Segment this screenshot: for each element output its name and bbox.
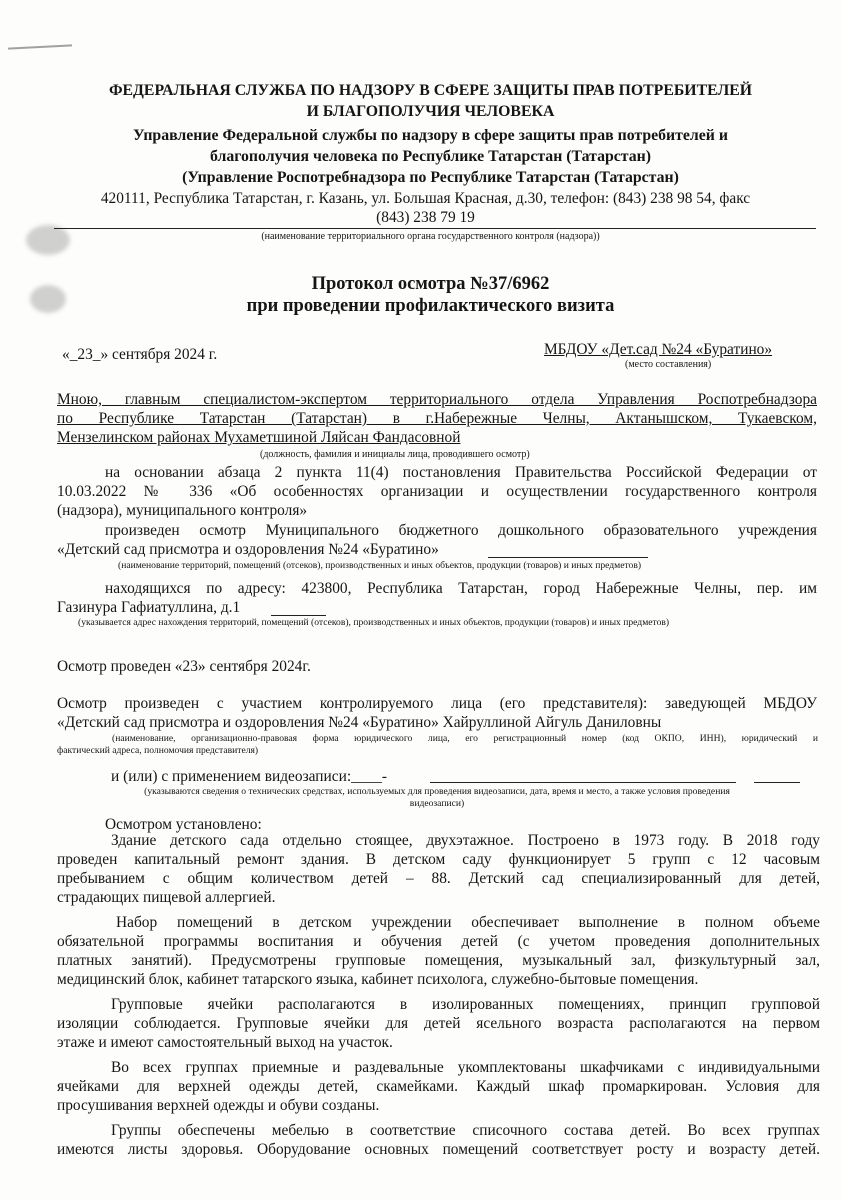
findings-paragraph-3-line: этаже и имеют самостоятельный выход на участок. — [57, 1034, 393, 1051]
findings-paragraph-1-line: пребыванием с общим количеством детей – 88. Детский сад специализированный для детей, — [57, 870, 820, 887]
findings-paragraph-1-line: проведен капитальный ремонт здания. В детском саду функционирует 5 групп с 12 часовым — [57, 851, 820, 868]
address-line2: Газинура Гафиатуллина, д.1 — [57, 599, 241, 616]
inspector-line3: Мензелинском районах Мухаметшиной Ляйсан Фандасовной — [57, 429, 461, 446]
office-address-line2: (843) 238 79 19 — [376, 209, 475, 226]
findings-paragraph-2-line: платных занятий). Предусмотрены групповые помещения, музыкальный зал, физкультурный зал, — [57, 952, 820, 969]
participants-caption-line1: (наименование, организационно-правовая форма юридического лица, его регистрационный номер (код ОКПО, ИНН), юридический и — [112, 733, 818, 744]
video-recording-line: и (или) с применением видеозаписи:____- — [111, 768, 388, 785]
participants-line2: «Детский сад присмотра и оздоровления №24 «Буратино» Хайруллиной Айгуль Даниловны — [57, 714, 662, 731]
protocol-title: Протокол осмотра №37/6962 — [311, 274, 550, 294]
video-fill-line-end — [754, 782, 800, 783]
participants-caption-line2: фактический адреса, полномочия представителя) — [57, 745, 259, 756]
agency-name-line2: И БЛАГОПОЛУЧИЯ ЧЕЛОВЕКА — [306, 103, 555, 120]
findings-paragraph-2-line: Набор помещений в детском учреждении обеспечивает выполнение в полном объеме — [116, 914, 820, 931]
video-caption-line1: (указываются сведения о технических средствах, используемых для проведения видеозаписи, дата, время и место, а также условия проведения — [144, 786, 730, 797]
office-address-line1: 420111, Республика Татарстан, г. Казань, ул. Большая Красная, д.30, телефон: (843) 238 98 54, факс — [100, 190, 751, 207]
video-fill-line — [430, 782, 736, 783]
inspected-object-line2: «Детский сад присмотра и оздоровления №24 «Буратино» — [57, 541, 439, 558]
findings-paragraph-3-line: изоляции соблюдается. Групповые ячейки для детей ясельного возраста располагаются на первом — [57, 1015, 820, 1032]
findings-paragraph-2-line: медицинский блок, кабинет татарского языка, кабинет психолога, служебно-бытовые помещения. — [57, 971, 699, 988]
header-caption: (наименование территориального органа государственного контроля (надзора)) — [261, 231, 600, 242]
legal-basis-line3: (надзора), муниципального контроля» — [57, 502, 308, 519]
findings-paragraph-4-line: Во всех группах приемные и раздевальные укомплектованы шкафчиками с индивидуальными — [111, 1059, 820, 1076]
inspector-line2: по Республике Татарстан (Татарстан) в г.Набережные Челны, Актанышском, Тукаевском, — [57, 410, 817, 427]
findings-paragraph-2-line: обязательной программы воспитания и обучения детей (с учетом проведения дополнительных — [57, 933, 820, 950]
agency-name-line1: ФЕДЕРАЛЬНАЯ СЛУЖБА ПО НАДЗОРУ В СФЕРЕ ЗАЩИТЫ ПРАВ ПОТРЕБИТЕЛЕЙ — [108, 82, 753, 99]
findings-paragraph-3-line: Групповые ячейки располагаются в изолированных помещениях, принцип групповой — [111, 996, 820, 1013]
inspected-object-fill-line — [488, 557, 648, 558]
office-name-line1: Управление Федеральной службы по надзору в сфере защиты прав потребителей и — [133, 127, 728, 144]
findings-paragraph-5-line: имеются листы здоровья. Оборудование основных помещений соответствует росту и возрасту детей. — [57, 1141, 820, 1158]
address-caption: (указывается адрес нахождения территорий, помещений (отсеков), производственных и иных объектов, продукции (товаров) и иных предметов) — [78, 617, 670, 628]
inspected-object-line1: произведен осмотр Муниципального бюджетного дошкольного образовательного учреждения — [105, 522, 817, 539]
findings-paragraph-1-line: страдающих пищевой аллергией. — [57, 889, 276, 906]
scan-mark — [8, 44, 72, 49]
inspected-object-caption: (наименование территорий, помещений (отсеков), производственных и иных объектов, продукции (товаров) и иных предметов) — [118, 560, 642, 571]
inspector-line1: Мною, главным специалистом-экспертом территориального отдела Управления Роспотребнадзора — [57, 391, 817, 408]
office-name-line3: (Управление Роспотребнадзора по Республике Татарстан (Татарстан) — [182, 169, 679, 186]
findings-heading: Осмотром установлено: — [105, 816, 262, 833]
legal-basis-line2: 10.03.2022 № 336 «Об особенностях организации и осуществлении государственного контроля — [57, 483, 817, 500]
video-caption-line2: видеозаписи) — [409, 798, 465, 809]
legal-basis-line1: на основании абзаца 2 пункта 11(4) постановления Правительства Российской Федерации от — [105, 464, 817, 481]
findings-paragraph-4-line: просушивания верхней одежды и обуви созданы. — [57, 1097, 380, 1114]
findings-paragraph-1-line: Здание детского сада отдельно стоящее, двухэтажное. Построено в 1973 году. В 2018 году — [111, 832, 820, 849]
place-caption: (место составления) — [625, 359, 712, 370]
inspection-date: Осмотр проведен «23» сентября 2024г. — [57, 658, 311, 675]
header-underline — [54, 228, 816, 229]
inspector-caption: (должность, фамилия и инициалы лица, проводившего осмотр) — [260, 449, 530, 460]
address-line1: находящихся по адресу: 423800, Республика Татарстан, город Набережные Челны, пер. им — [105, 580, 817, 597]
protocol-subtitle: при проведении профилактического визита — [246, 296, 615, 316]
findings-paragraph-5-line: Группы обеспечены мебелью в соответствие списочного состава детей. Во всех группах — [111, 1122, 820, 1139]
findings-paragraph-4-line: ячейками для верхней одежды детей, скамейками. Каждый шкаф промаркирован. Условия для — [57, 1078, 820, 1095]
protocol-date: «_23_» сентября 2024 г. — [62, 346, 218, 363]
participants-line1: Осмотр произведен с участием контролируемого лица (его представителя): заведующей МБДОУ — [57, 695, 817, 712]
address-fill-line — [271, 615, 326, 616]
protocol-place: МБДОУ «Дет.сад №24 «Буратино» — [544, 341, 773, 358]
office-name-line2: благополучия человека по Республике Татарстан (Татарстан) — [209, 148, 652, 165]
